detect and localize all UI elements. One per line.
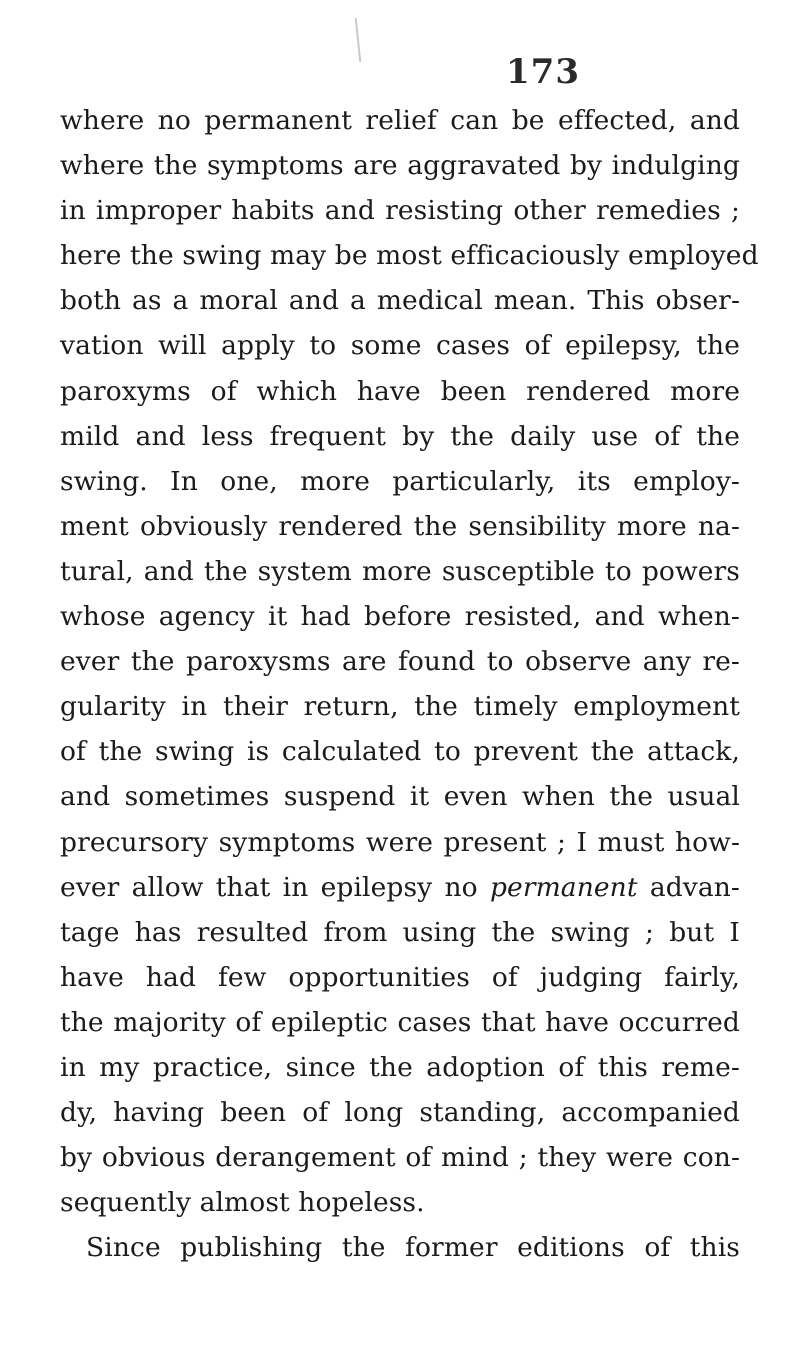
text-line: where no permanent relief can be effected, and: [60, 105, 740, 136]
text-run: advan-: [637, 871, 740, 903]
text-line: here the swing may be most efficaciously employed: [60, 240, 759, 272]
body-text: [60, 98, 759, 1270]
text-line: precursory symptoms were present ; I must how-: [60, 826, 740, 858]
italic-emphasis: permanent: [489, 871, 638, 903]
paper-mark: [355, 18, 362, 62]
text-line: vation will apply to some cases of epilepsy, the: [60, 330, 740, 362]
text-line: dy, having been of long standing, accompanied: [60, 1097, 740, 1129]
text-line: in my practice, since the adoption of this reme-: [60, 1051, 740, 1083]
text-line: in improper habits and resisting other remedies ;: [60, 195, 740, 227]
text-run: ever allow that in epilepsy no: [60, 871, 490, 903]
text-line-with-italic: [60, 865, 740, 910]
text-line: tural, and the system more susceptible to powers: [60, 555, 740, 587]
text-line: whose agency it had before resisted, and when-: [60, 601, 740, 633]
text-line: by obvious derangement of mind ; they were con-: [60, 1142, 740, 1174]
text-line: of the swing is calculated to prevent the attack,: [60, 736, 740, 768]
text-line: both as a moral and a medical mean. This obser-: [60, 285, 740, 317]
text-line: and sometimes suspend it even when the usual: [60, 781, 740, 813]
text-line: where the symptoms are aggravated by indulging: [60, 150, 740, 182]
text-line: the majority of epileptic cases that have occurred: [60, 1006, 740, 1038]
text-line: have had few opportunities of judging fairly,: [60, 961, 740, 993]
text-line: ment obviously rendered the sensibility more na-: [60, 510, 740, 542]
page-number: 173: [506, 52, 580, 92]
text-line: tage has resulted from using the swing ; but I: [60, 916, 740, 948]
text-line: swing. In one, more particularly, its employ-: [60, 465, 740, 497]
text-line: ever the paroxysms are found to observe any re-: [60, 646, 740, 678]
text-line: gularity in their return, the timely employment: [60, 691, 740, 723]
text-line: sequently almost hopeless.: [60, 1187, 425, 1219]
text-line: Since publishing the former editions of this: [86, 1232, 740, 1264]
text-line: paroxyms of which have been rendered more: [60, 375, 740, 407]
text-line: mild and less frequent by the daily use of the: [60, 420, 740, 452]
